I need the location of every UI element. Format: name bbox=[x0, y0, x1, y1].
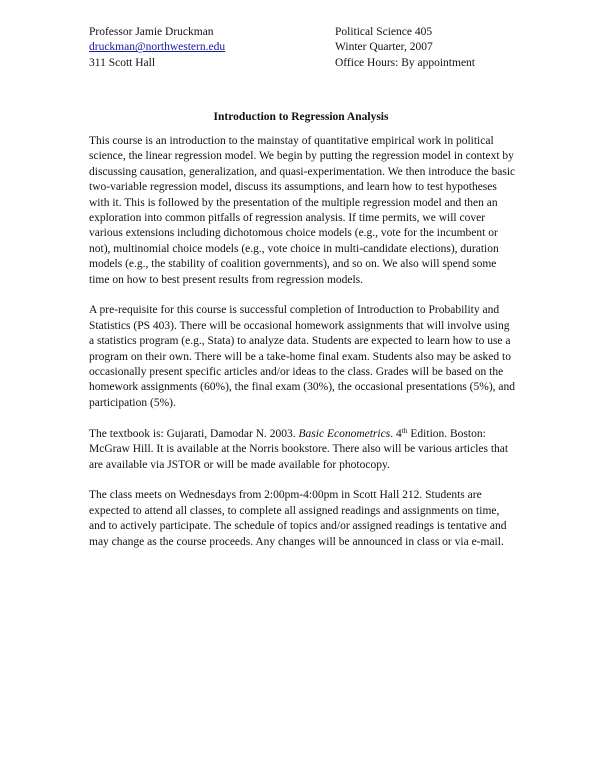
header-row-1 bbox=[89, 25, 519, 40]
document-body bbox=[89, 134, 517, 565]
edition-superscript: th bbox=[401, 425, 408, 435]
textbook-prefix: The textbook is: Gujarati, Damodar N. 2003. bbox=[89, 427, 299, 440]
office-location: 311 Scott Hall bbox=[89, 56, 156, 69]
email-link[interactable]: druckman@northwestern.edu bbox=[89, 41, 226, 54]
syllabus-header bbox=[89, 25, 519, 71]
course-number: Political Science 405 bbox=[335, 26, 433, 38]
header-row-2 bbox=[89, 40, 519, 55]
prerequisite-paragraph: A pre-requisite for this course is successful completion of Introduction to Probability and Statistics (PS 403). There will be occasional homework assignments that will involve using a statistics program (e.g., Stata) to analyze data. Students are expected to learn how to use a program on their own. There will be a take-home final exam. Students also may be asked to occasionally present specific articles and/or ideas to the class. Grades will be based on the homework assignments (60%), the final exam (30%), the occasional presentations (5%), and participation (5%). bbox=[89, 304, 516, 409]
textbook-title: Basic Econometrics bbox=[298, 427, 391, 440]
meetings-paragraph: The class meets on Wednesdays from 2:00pm-4:00pm in Scott Hall 212. Students are expected to attend all classes, to complete all assigned readings and assignments on time, and to actively participate. The schedule of topics and/or assigned readings is tentative and may change as the course proceeds. Any changes will be announced in class or via e-mail. bbox=[89, 489, 507, 548]
textbook-edition: . 4 bbox=[390, 427, 402, 440]
textbook-suffix: Edition. Boston: McGraw Hill. It is available at the Norris bookstore. There also will be various articles that are available via JSTOR or will be made available for photocopy. bbox=[89, 427, 509, 471]
office-hours: Office Hours: By appointment bbox=[335, 56, 475, 69]
intro-paragraph: This course is an introduction to the mainstay of quantitative empirical work in political science, the linear regression model. We begin by putting the regression model in context by discussing causation, generalization, and quasi-experimentation. We then introduce the basic two-variable regression model, discuss its assumptions, and learn how to test hypotheses with it. This is followed by the presentation of the multiple regression model and then an exploration into common pitfalls of regression analysis. If time permits, we will cover various extensions including dichotomous choice models (e.g., vote for the incumbent or not), multinomial choice models (e.g., vote choice in multi-candidate elections), duration models (e.g., the stability of coalition governments), and so on. We also will spend some time on how to best present results from regression models. bbox=[89, 135, 516, 286]
professor-name: Professor Jamie Druckman bbox=[89, 26, 214, 38]
textbook-paragraph bbox=[89, 427, 517, 473]
term: Winter Quarter, 2007 bbox=[335, 41, 433, 54]
document-title: Introduction to Regression Analysis bbox=[213, 111, 389, 123]
header-row-3 bbox=[89, 56, 519, 71]
